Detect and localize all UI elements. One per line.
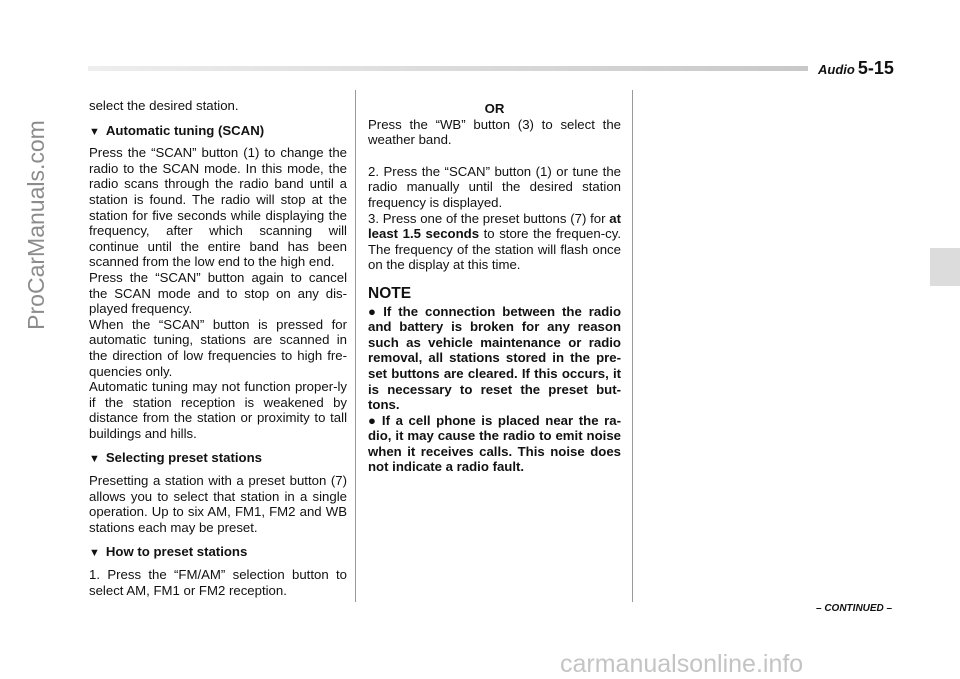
note-title: NOTE [368,284,412,302]
section-title: Audio [818,62,855,77]
paragraph: Press the “WB” button (3) to select the weather band. [368,116,621,148]
watermark-left-text: ProCarManuals.com [23,120,49,330]
triangle-icon: ▼ [89,453,100,466]
step-2: 2. Press the “SCAN” button (1) or tune the radio manually until the desired station frequency is displayed. [368,163,621,210]
heading-how-to-preset [89,544,347,562]
column-left [89,98,347,598]
or-label: OR [484,101,505,116]
page-header [818,58,894,79]
heading-selecting-preset [89,450,347,468]
paragraph: Press the “SCAN” button again to cancel the SCAN mode and to stop on any dis-played frequency. [89,269,347,317]
column-divider [632,90,633,602]
heading-text: Automatic tuning (SCAN) [105,122,265,138]
triangle-icon: ▼ [89,125,100,138]
chapter-tab [930,248,960,286]
step-3 [368,211,621,273]
page-number: 5-15 [857,58,894,78]
column-right [368,101,621,475]
paragraph: Press the “SCAN” button (1) to change the radio to the SCAN mode. In this mode, the radio scans through the radio band until a station is found. The radio will stop at the station for five seconds while displaying the frequency, after which scanning will continue until the entire band has been scanned from the low end to the high end. [89,145,347,270]
note-text: If a cell phone is placed near the ra-dio, it may cause the radio to emit noise when it receives calls. This noise does not indicate a radio fault. [368,412,622,475]
bullet-icon: ● [368,412,378,428]
heading-text: Selecting preset stations [105,450,262,466]
note-text: If the connection between the radio and battery is broken for any reason such as vehicle maintenance or radio removal, all stations stored in the pre-set buttons are cleared. If this occurs, it is necessary to reset the preset but-tons. [368,303,622,413]
continued-label: – CONTINUED – [816,603,893,614]
paragraph: When the “SCAN” button is pressed for automatic tuning, stations are scanned in the direction of low frequencies to high fre-quencies only. [89,316,347,379]
column-divider [355,90,356,602]
step-1: 1. Press the “FM/AM” selection button to select AM, FM1 or FM2 reception. [89,567,347,598]
triangle-icon: ▼ [89,547,100,560]
bullet-icon: ● [368,303,380,319]
heading-automatic-tuning [89,123,347,141]
paragraph: Presetting a station with a preset button (7) allows you to select that station in a single operation. Up to six AM, FM1, FM2 and WB stations each may be preset. [89,473,347,535]
note-item [368,304,621,413]
step-3-emphasis: at least 1.5 seconds [368,210,621,242]
step-3-text: 3. Press one of the preset buttons (7) for [368,210,606,226]
header-rule [88,66,808,71]
watermark-bottom: carmanualsonline.info [560,650,804,678]
note-item [368,413,621,475]
heading-text: How to preset stations [105,544,248,560]
paragraph: Automatic tuning may not function proper-ly if the station reception is weakened by distance from the station or proximity to tall buildings and hills. [89,379,347,441]
intro-text: select the desired station. [89,98,239,113]
step-3-text: to store the frequen-cy. The frequency of the station will flash once on the display at this time. [368,226,621,273]
